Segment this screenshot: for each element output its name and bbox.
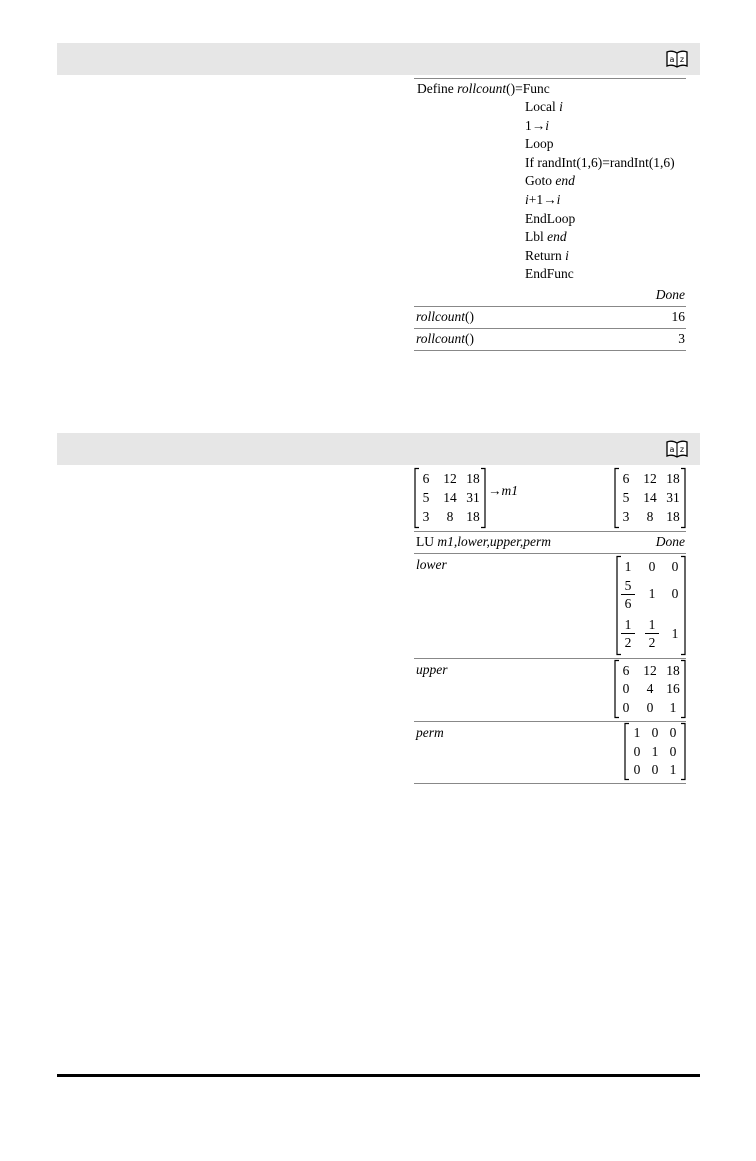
m1-result-matrix [614, 468, 686, 528]
define-result: Done [655, 287, 685, 302]
matrix-cell: 1 [671, 626, 679, 641]
store-expression: →m1 [488, 483, 518, 498]
matrix-cell: 18 [666, 509, 680, 524]
matrix-cell: 0 [671, 559, 679, 574]
matrix-cell: 0 [651, 725, 659, 740]
code-line: Goto end [525, 173, 575, 189]
matrix-cell: 1 [624, 559, 632, 574]
matrix-cell: 8 [446, 509, 454, 524]
matrix-cell: 1 [669, 762, 677, 777]
code-line: Loop [525, 136, 554, 152]
matrix-cell: 0 [633, 744, 641, 759]
code-line: EndFunc [525, 266, 574, 282]
code-line: 1→i [525, 117, 550, 133]
matrix-cell: 0 [669, 744, 677, 759]
lu-result: Done [655, 534, 685, 549]
matrix-cell: 1 [648, 586, 656, 601]
matrix-cell: 1 [669, 700, 677, 715]
matrix-cell: 31 [466, 490, 480, 505]
matrix-cell: 14 [643, 490, 657, 505]
matrix-cell: 3 [422, 509, 430, 524]
matrix-cell: 18 [466, 471, 480, 486]
call-result: 16 [671, 309, 685, 324]
matrix-cell: 0 [622, 700, 630, 715]
svg-text:a: a [669, 445, 675, 454]
matrix-cell: 0 [669, 725, 677, 740]
matrix-cell: 3 [622, 509, 630, 524]
divider [414, 350, 686, 351]
divider [414, 721, 686, 722]
divider [414, 306, 686, 307]
divider [414, 531, 686, 532]
code-line: Return i [525, 247, 569, 263]
section1-header-bar [57, 43, 700, 75]
call-expression: rollcount() [416, 331, 474, 346]
matrix-cell: 4 [646, 681, 654, 696]
matrix-cell: 6 [422, 471, 430, 486]
code-line: EndLoop [525, 210, 576, 226]
fraction: 1 2 [645, 617, 659, 650]
matrix-cell: 5 [622, 490, 630, 505]
fraction: 1 2 [621, 617, 635, 650]
svg-text:z: z [679, 55, 685, 64]
perm-label: perm [416, 725, 444, 740]
matrix-cell: 1 [651, 744, 659, 759]
lower-label: lower [416, 557, 447, 572]
m1-input-matrix [414, 468, 486, 528]
matrix-cell: 6 [622, 663, 630, 678]
matrix-cell: 0 [622, 681, 630, 696]
define-line: Define rollcount()=Func [417, 81, 550, 96]
matrix-cell: 5 [422, 490, 430, 505]
divider [414, 658, 686, 659]
divider [414, 783, 686, 784]
matrix-cell: 18 [666, 471, 680, 486]
matrix-cell: 31 [666, 490, 680, 505]
lu-command: LU m1,lower,upper,perm [416, 534, 551, 549]
fraction: 5 6 [621, 578, 635, 611]
perm-matrix [624, 723, 686, 780]
code-line: If randInt(1,6)=randInt(1,6) [525, 154, 675, 170]
code-line: Lbl end [525, 229, 567, 245]
matrix-cell: 0 [648, 559, 656, 574]
matrix-cell: 0 [651, 762, 659, 777]
code-line: Local i [525, 99, 563, 114]
upper-matrix [614, 660, 686, 718]
matrix-cell: 8 [646, 509, 654, 524]
call-result: 3 [678, 331, 685, 346]
svg-text:a: a [669, 55, 675, 64]
call-expression: rollcount() [416, 309, 474, 324]
svg-text:z: z [679, 445, 685, 454]
code-line: i+1→i [525, 192, 561, 207]
matrix-cell: 6 [622, 471, 630, 486]
upper-label: upper [416, 662, 448, 677]
matrix-cell: 18 [466, 509, 480, 524]
matrix-cell: 0 [633, 762, 641, 777]
matrix-cell: 0 [646, 700, 654, 715]
matrix-cell: 12 [443, 471, 457, 486]
divider [414, 328, 686, 329]
divider [414, 78, 686, 79]
matrix-cell: 0 [671, 586, 679, 601]
section2-header-bar [57, 433, 700, 465]
lower-matrix [616, 556, 686, 655]
matrix-cell: 12 [643, 663, 657, 678]
matrix-cell: 14 [443, 490, 457, 505]
matrix-cell: 18 [666, 663, 680, 678]
book-icon [666, 439, 688, 459]
footer-rule [57, 1074, 700, 1077]
matrix-cell: 1 [633, 725, 641, 740]
divider [414, 553, 686, 554]
matrix-cell: 16 [666, 681, 680, 696]
matrix-cell: 12 [643, 471, 657, 486]
book-icon [666, 49, 688, 69]
